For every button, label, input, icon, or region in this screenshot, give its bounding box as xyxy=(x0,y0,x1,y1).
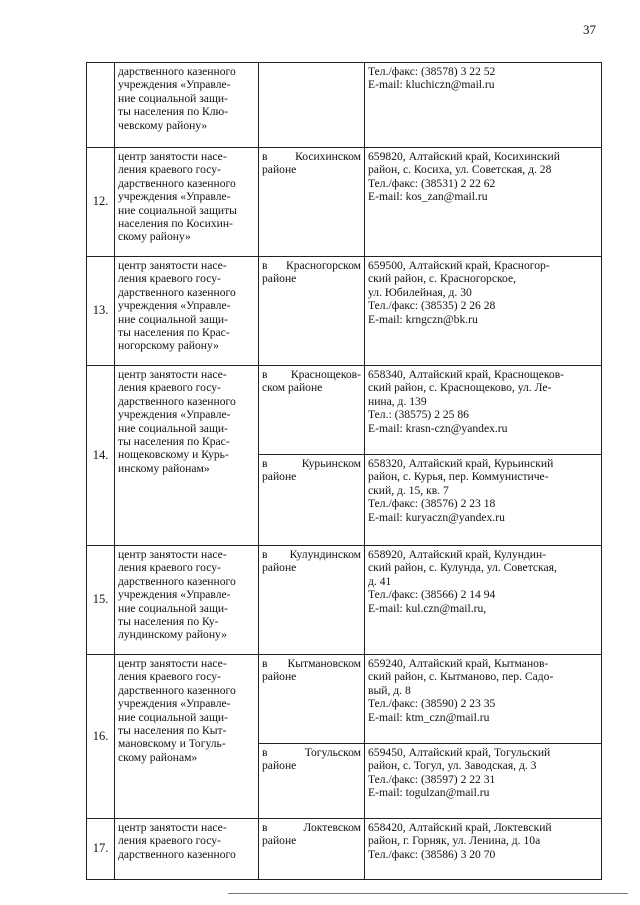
organization-line: дарственного казенного xyxy=(118,65,236,78)
address-cell xyxy=(365,455,602,546)
area-cell xyxy=(259,257,365,366)
address-cell xyxy=(365,655,602,744)
address-line: 658420, Алтайский край, Локтевский xyxy=(368,821,552,834)
area-prep: в xyxy=(262,457,268,470)
organization-line: ты населения по Крас- xyxy=(118,326,230,340)
table-row xyxy=(87,819,602,880)
address-line: 659820, Алтайский край, Косихинский xyxy=(368,150,560,163)
address-cell xyxy=(365,546,602,655)
address-cell xyxy=(365,366,602,455)
area-name xyxy=(262,548,361,561)
organization-line: дарственного казенного xyxy=(118,847,236,861)
row-number: 14. xyxy=(87,366,115,546)
organization-line: ления краевого госу- xyxy=(118,163,221,177)
area-tail: районе xyxy=(262,272,297,286)
address-line: район, с. Курья, пер. Коммунистиче- xyxy=(368,470,549,484)
address-line: 659240, Алтайский край, Кытманов- xyxy=(368,657,549,670)
area-name xyxy=(262,746,361,759)
address-line: E-mail: krasn-czn@yandex.ru xyxy=(368,421,508,435)
organization-line: дарственного казенного xyxy=(118,285,236,299)
area-title: Тогульском xyxy=(304,746,361,759)
organization-line: чевскому району» xyxy=(118,118,208,132)
organization-line: ние социальной защи- xyxy=(118,710,228,724)
organization-line: учреждения «Управле- xyxy=(118,78,231,92)
address-line: E-mail: kluchiczn@mail.ru xyxy=(368,78,495,92)
organization-line: центр занятости насе- xyxy=(118,368,227,381)
organization-line: скому району» xyxy=(118,230,191,244)
organization-cell xyxy=(115,546,259,655)
bottom-rule xyxy=(228,893,628,894)
area-cell xyxy=(259,455,365,546)
organization-line: центр занятости насе- xyxy=(118,548,227,561)
address-line: Тел./факс: (38597) 2 22 31 xyxy=(368,772,496,786)
organization-cell xyxy=(115,148,259,257)
organization-line: лундинскому району» xyxy=(118,628,227,642)
address-line: ский район, с. Красногорское, xyxy=(368,272,517,286)
organization-line: ние социальной защиты xyxy=(118,203,237,217)
area-title: Краснощеков- xyxy=(290,368,361,381)
organization-line: центр занятости насе- xyxy=(118,821,227,834)
address-line: Тел.: (38575) 2 25 86 xyxy=(368,408,469,422)
area-tail: районе xyxy=(262,759,297,773)
organization-line: ления краевого госу- xyxy=(118,381,221,395)
area-title: Красногорском xyxy=(286,259,361,272)
organization-line: скому районам» xyxy=(118,750,198,764)
area-title: Курьинском xyxy=(301,457,361,470)
area-name xyxy=(262,150,361,163)
address-line: E-mail: kul.czn@mail.ru, xyxy=(368,601,487,615)
area-cell xyxy=(259,148,365,257)
address-line: Тел./факс: (38578) 3 22 52 xyxy=(368,65,496,78)
area-prep: в xyxy=(262,548,268,561)
row-number: 16. xyxy=(87,655,115,819)
organization-line: ты населения по Клю- xyxy=(118,105,229,119)
address-line: д. 41 xyxy=(368,574,392,588)
address-line: 658920, Алтайский край, Кулундин- xyxy=(368,548,547,561)
organization-line: инскому районам» xyxy=(118,461,210,475)
row-number xyxy=(87,63,115,148)
organization-line: ние социальной защи- xyxy=(118,421,228,435)
organization-line: ты населения по Ку- xyxy=(118,615,219,629)
area-prep: в xyxy=(262,259,268,272)
table-row xyxy=(87,63,602,148)
table-row xyxy=(87,546,602,655)
row-number: 15. xyxy=(87,546,115,655)
area-prep: в xyxy=(262,368,268,381)
organization-cell xyxy=(115,819,259,880)
area-name xyxy=(262,368,361,381)
institutions-table xyxy=(86,62,602,880)
organization-line: ние социальной защи- xyxy=(118,91,228,105)
organization-line: ления краевого госу- xyxy=(118,272,221,286)
organization-line: учреждения «Управле- xyxy=(118,408,231,422)
organization-line: дарственного казенного xyxy=(118,176,236,190)
address-cell xyxy=(365,257,602,366)
address-line: Тел./факс: (38566) 2 14 94 xyxy=(368,588,496,602)
area-title: Кытмановском xyxy=(287,657,361,670)
area-cell xyxy=(259,819,365,880)
organization-line: учреждения «Управле- xyxy=(118,190,231,204)
area-cell xyxy=(259,744,365,819)
row-number: 13. xyxy=(87,257,115,366)
organization-line: нощековскому и Курь- xyxy=(118,448,229,462)
area-tail: районе xyxy=(262,163,297,177)
organization-line: дарственного казенного xyxy=(118,574,236,588)
address-cell xyxy=(365,819,602,880)
address-cell xyxy=(365,744,602,819)
address-line: Тел./факс: (38590) 2 23 35 xyxy=(368,697,496,711)
area-tail: районе xyxy=(262,834,297,848)
table-body xyxy=(87,63,602,880)
address-line: ул. Юбилейная, д. 30 xyxy=(368,285,472,299)
page-number: 37 xyxy=(583,22,596,37)
area-name xyxy=(262,657,361,670)
organization-line: центр занятости насе- xyxy=(118,259,227,272)
organization-line: центр занятости насе- xyxy=(118,150,227,163)
area-name xyxy=(262,259,361,272)
organization-line: населения по Косихин- xyxy=(118,217,233,231)
organization-line: мановскому и Тогуль- xyxy=(118,737,226,751)
area-title: Локтевском xyxy=(303,821,361,834)
row-number: 17. xyxy=(87,819,115,880)
address-cell xyxy=(365,63,602,148)
organization-line: ления краевого госу- xyxy=(118,834,221,848)
address-line: E-mail: kos_zan@mail.ru xyxy=(368,190,488,204)
organization-cell xyxy=(115,655,259,819)
organization-line: ты населения по Крас- xyxy=(118,435,230,449)
area-prep: в xyxy=(262,746,268,759)
organization-line: учреждения «Управле- xyxy=(118,588,231,602)
area-name xyxy=(262,457,361,470)
address-line: 659500, Алтайский край, Красногор- xyxy=(368,259,550,272)
table-row xyxy=(87,148,602,257)
organization-cell xyxy=(115,366,259,546)
address-line: ский район, с. Кулунда, ул. Советская, xyxy=(368,561,557,575)
address-line: E-mail: kuryaczn@yandex.ru xyxy=(368,510,505,524)
area-tail: районе xyxy=(262,561,297,575)
organization-line: ления краевого госу- xyxy=(118,561,221,575)
organization-line: центр занятости насе- xyxy=(118,657,227,670)
address-line: E-mail: krngczn@bk.ru xyxy=(368,312,478,326)
table-row xyxy=(87,257,602,366)
organization-line: ние социальной защи- xyxy=(118,312,228,326)
address-line: вый, д. 8 xyxy=(368,683,411,697)
address-line: район, г. Горняк, ул. Ленина, д. 10а xyxy=(368,834,541,848)
address-line: ский, д. 15, кв. 7 xyxy=(368,483,449,497)
address-line: 658320, Алтайский край, Курьинский xyxy=(368,457,554,470)
table-row xyxy=(87,366,602,455)
address-line: ский район, с. Краснощеково, ул. Ле- xyxy=(368,381,552,395)
address-line: нина, д. 139 xyxy=(368,394,427,408)
area-cell xyxy=(259,366,365,455)
address-line: 659450, Алтайский край, Тогульский xyxy=(368,746,551,759)
address-line: ский район, с. Кытманово, пер. Садо- xyxy=(368,670,554,684)
area-title: Кулундинском xyxy=(289,548,361,561)
organization-line: дарственного казенного xyxy=(118,394,236,408)
table-row xyxy=(87,655,602,744)
organization-line: дарственного казенного xyxy=(118,683,236,697)
area-prep: в xyxy=(262,150,268,163)
organization-line: учреждения «Управле- xyxy=(118,697,231,711)
area-prep: в xyxy=(262,657,268,670)
area-tail: ском районе xyxy=(262,381,323,395)
address-line: район, с. Тогул, ул. Заводская, д. 3 xyxy=(368,759,537,773)
organization-line: учреждения «Управле- xyxy=(118,299,231,313)
organization-line: ние социальной защи- xyxy=(118,601,228,615)
organization-line: ногорскому району» xyxy=(118,339,219,353)
area-cell xyxy=(259,63,365,148)
address-line: E-mail: ktm_czn@mail.ru xyxy=(368,710,490,724)
address-line: Тел./факс: (38535) 2 26 28 xyxy=(368,299,496,313)
address-line: 658340, Алтайский край, Краснощеков- xyxy=(368,368,565,381)
address-cell xyxy=(365,148,602,257)
organization-cell xyxy=(115,63,259,148)
area-title: Косихинском xyxy=(295,150,361,163)
address-line: Тел./факс: (38531) 2 22 62 xyxy=(368,176,496,190)
area-name xyxy=(262,821,361,834)
area-tail: районе xyxy=(262,670,297,684)
area-cell xyxy=(259,546,365,655)
organization-line: ления краевого госу- xyxy=(118,670,221,684)
row-number: 12. xyxy=(87,148,115,257)
address-line: Тел./факс: (38586) 3 20 70 xyxy=(368,847,496,861)
address-line: район, с. Косиха, ул. Советская, д. 28 xyxy=(368,163,552,177)
area-tail: районе xyxy=(262,470,297,484)
area-prep: в xyxy=(262,821,268,834)
address-line: Тел./факс: (38576) 2 23 18 xyxy=(368,497,496,511)
organization-line: ты населения по Кыт- xyxy=(118,724,227,738)
address-line: E-mail: togulzan@mail.ru xyxy=(368,786,490,800)
area-cell xyxy=(259,655,365,744)
organization-cell xyxy=(115,257,259,366)
